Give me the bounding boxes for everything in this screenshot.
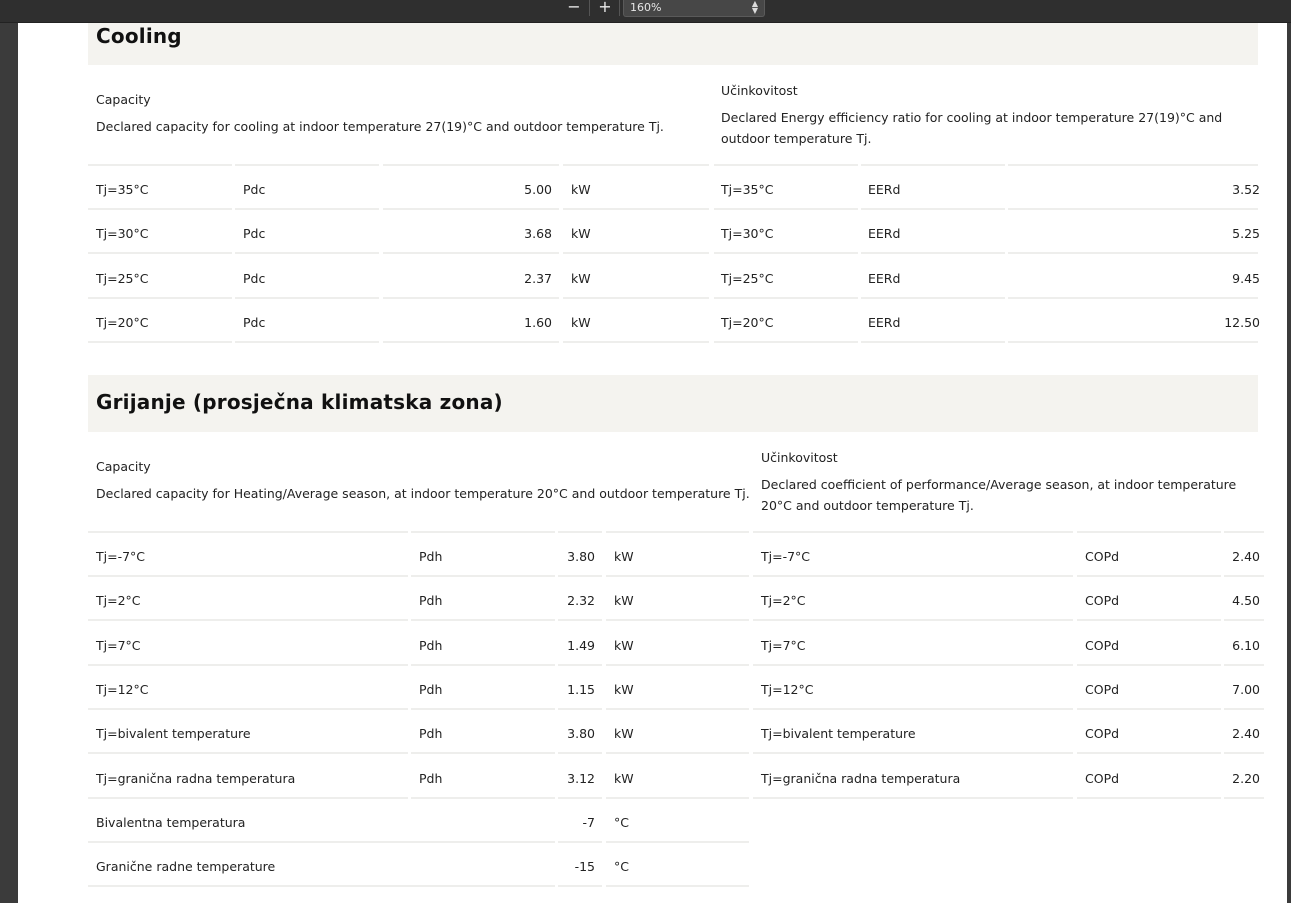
row-divider: [1008, 208, 1258, 210]
row-divider: [1224, 708, 1264, 710]
row-divider: [563, 164, 709, 166]
row-divider: [714, 341, 858, 343]
row-divider: [1224, 664, 1264, 666]
row-param-label-2: COPd: [1085, 770, 1120, 786]
row-unit: kW: [614, 593, 634, 609]
row-divider: [606, 575, 749, 577]
row-divider: [235, 297, 379, 299]
row-unit: kW: [571, 182, 591, 197]
row-tj-label: Tj=20°C: [96, 314, 149, 330]
row-divider: [411, 531, 555, 533]
row-tj-label-2: Tj=bivalent temperature: [761, 726, 916, 742]
row-divider: [1008, 297, 1258, 299]
row-value: 1.49: [567, 637, 595, 653]
row-divider: [1077, 752, 1221, 754]
row-divider: [1008, 164, 1258, 166]
row-divider: [1224, 619, 1264, 621]
row-param-label: Pdh: [419, 770, 443, 786]
row-param-label-2: COPd: [1085, 681, 1120, 697]
heating-capacity-label: Capacity: [96, 459, 151, 474]
row-tj-label-2: Tj=2°C: [761, 593, 806, 609]
row-divider: [563, 208, 709, 210]
row-divider: [753, 531, 1073, 533]
row-divider: [88, 208, 232, 210]
row-unit: kW: [614, 549, 634, 564]
row-tj-label-2: Tj=7°C: [761, 637, 806, 653]
row-unit: kW: [571, 270, 591, 286]
row-value: 5.00: [524, 182, 552, 197]
row-divider: [383, 297, 559, 299]
row-divider: [563, 252, 709, 254]
row-divider: [235, 164, 379, 166]
row-param-label-2: COPd: [1085, 637, 1120, 653]
row-value: 3.68: [524, 226, 552, 242]
row-value-2: 5.25: [1232, 226, 1260, 242]
row-divider: [558, 797, 602, 799]
row-divider: [753, 708, 1073, 710]
row-divider: [861, 208, 1005, 210]
row-divider: [606, 619, 749, 621]
row-divider: [411, 752, 555, 754]
row-divider: [383, 341, 559, 343]
cooling-section-title: Cooling: [96, 24, 182, 48]
row-param-label-2: EERd: [868, 182, 901, 197]
cooling-capacity-label: Capacity: [96, 92, 151, 107]
row-value-2: 7.00: [1232, 681, 1260, 697]
row-value: 3.80: [567, 549, 595, 564]
row-divider: [563, 341, 709, 343]
row-divider: [88, 752, 408, 754]
row-divider: [235, 341, 379, 343]
row-divider: [714, 164, 858, 166]
row-unit: kW: [571, 314, 591, 330]
row-value-2: 6.10: [1232, 637, 1260, 653]
row-divider: [1224, 531, 1264, 533]
row-param-label: Pdc: [243, 314, 266, 330]
row-divider: [558, 575, 602, 577]
row-tj-label: Tj=25°C: [96, 270, 149, 286]
row-tj-label-2: Tj=30°C: [721, 226, 774, 242]
heating-capacity-description: Declared capacity for Heating/Average season, at indoor temperature 20°C and outdoor temperature Tj.: [96, 486, 750, 501]
row-divider: [88, 664, 408, 666]
row-value-2: 2.40: [1232, 726, 1260, 742]
row-tj-label: Tj=2°C: [96, 593, 141, 609]
row-divider: [558, 841, 602, 843]
row-divider: [411, 619, 555, 621]
row-divider: [558, 708, 602, 710]
zoom-out-button[interactable]: −: [567, 0, 581, 16]
row-param-label: Pdh: [419, 726, 443, 742]
row-divider: [1224, 575, 1264, 577]
row-tj-label: Tj=30°C: [96, 226, 149, 242]
row-value: 2.37: [524, 270, 552, 286]
row-divider: [558, 619, 602, 621]
row-divider: [235, 252, 379, 254]
chevron-updown-icon: ▲ ▼: [751, 0, 758, 15]
row-divider: [861, 341, 1005, 343]
row-tj-label-2: Tj=20°C: [721, 314, 774, 330]
heating-section-header: [88, 375, 1258, 432]
cooling-capacity-description: Declared capacity for cooling at indoor temperature 27(19)°C and outdoor temperature Tj.: [96, 119, 664, 134]
row-unit: kW: [614, 637, 634, 653]
row-divider: [88, 531, 408, 533]
heating-efficiency-description: Declared coefficient of performance/Average season, at indoor temperature 20°C and outdoor temperature Tj.: [761, 477, 1237, 513]
row-param-label-2: COPd: [1085, 593, 1120, 609]
row-divider: [753, 664, 1073, 666]
row-divider: [88, 797, 408, 799]
row-divider: [88, 297, 232, 299]
extra-row-label: Bivalentna temperatura: [96, 814, 246, 830]
row-divider: [411, 797, 555, 799]
extra-row-unit: °C: [614, 814, 629, 830]
row-divider: [411, 575, 555, 577]
row-divider: [383, 208, 559, 210]
row-value-2: 2.20: [1232, 770, 1260, 786]
row-divider: [861, 297, 1005, 299]
row-tj-label-2: Tj=25°C: [721, 270, 774, 286]
row-unit: kW: [571, 226, 591, 242]
row-param-label: Pdc: [243, 226, 266, 242]
extra-row-label: Granične radne temperature: [96, 859, 276, 875]
row-tj-label: Tj=bivalent temperature: [96, 726, 251, 742]
row-divider: [1077, 575, 1221, 577]
toolbar-separator: [619, 0, 620, 16]
row-param-label-2: COPd: [1085, 726, 1120, 742]
row-tj-label: Tj=7°C: [96, 637, 141, 653]
row-unit: kW: [614, 681, 634, 697]
row-param-label: Pdc: [243, 270, 266, 286]
zoom-value: 160%: [630, 1, 662, 14]
row-divider: [383, 164, 559, 166]
row-tj-label-2: Tj=12°C: [761, 681, 814, 697]
row-divider: [1077, 531, 1221, 533]
row-divider: [1224, 752, 1264, 754]
row-divider: [383, 252, 559, 254]
row-value-2: 9.45: [1232, 270, 1260, 286]
pdf-toolbar: [0, 0, 1291, 23]
row-divider: [714, 297, 858, 299]
row-divider: [411, 664, 555, 666]
row-divider: [753, 575, 1073, 577]
row-value-2: 3.52: [1232, 182, 1260, 197]
row-value-2: 12.50: [1224, 314, 1260, 330]
row-divider: [606, 752, 749, 754]
row-divider: [1224, 797, 1264, 799]
zoom-select[interactable]: [623, 0, 765, 17]
row-value: 1.15: [567, 681, 595, 697]
row-divider: [606, 531, 749, 533]
row-divider: [1077, 619, 1221, 621]
row-param-label-2: EERd: [868, 226, 901, 242]
row-divider: [88, 708, 408, 710]
extra-row-unit: °C: [614, 859, 629, 875]
row-divider: [714, 252, 858, 254]
zoom-in-button[interactable]: +: [598, 0, 612, 16]
row-value: 1.60: [524, 314, 552, 330]
row-divider: [558, 752, 602, 754]
row-divider: [411, 708, 555, 710]
row-divider: [753, 797, 1073, 799]
row-divider: [235, 208, 379, 210]
row-divider: [861, 252, 1005, 254]
row-divider: [88, 885, 555, 887]
row-divider: [88, 164, 232, 166]
extra-row-value: -7: [582, 814, 595, 830]
row-param-label-2: COPd: [1085, 549, 1120, 564]
row-tj-label-2: Tj=35°C: [721, 182, 774, 197]
row-divider: [606, 664, 749, 666]
heating-efficiency-label: Učinkovitost: [761, 450, 838, 465]
row-divider: [606, 708, 749, 710]
toolbar-separator: [589, 0, 590, 16]
row-unit: kW: [614, 726, 634, 742]
row-divider: [606, 797, 749, 799]
row-value: 3.80: [567, 726, 595, 742]
row-divider: [88, 252, 232, 254]
row-param-label: Pdh: [419, 637, 443, 653]
row-divider: [88, 841, 555, 843]
cooling-efficiency-description: Declared Energy efficiency ratio for cooling at indoor temperature 27(19)°C and outdoor temperature Tj.: [721, 110, 1223, 146]
row-tj-label-2: Tj=-7°C: [761, 549, 811, 564]
row-divider: [558, 664, 602, 666]
row-tj-label: Tj=35°C: [96, 182, 149, 197]
row-param-label: Pdh: [419, 549, 443, 564]
row-divider: [606, 841, 749, 843]
row-tj-label: Tj=granična radna temperatura: [96, 770, 296, 786]
row-divider: [714, 208, 858, 210]
cooling-efficiency-label: Učinkovitost: [721, 83, 798, 98]
row-divider: [606, 885, 749, 887]
row-unit: kW: [614, 770, 634, 786]
row-tj-label: Tj=12°C: [96, 681, 149, 697]
row-divider: [558, 885, 602, 887]
row-divider: [558, 531, 602, 533]
heating-section-title: Grijanje (prosječna klimatska zona): [96, 390, 503, 414]
row-divider: [753, 752, 1073, 754]
row-tj-label-2: Tj=granična radna temperatura: [761, 770, 961, 786]
row-divider: [88, 341, 232, 343]
row-divider: [1008, 341, 1258, 343]
row-param-label: Pdh: [419, 681, 443, 697]
document-page: [18, 23, 1287, 903]
row-param-label-2: EERd: [868, 270, 901, 286]
row-value: 3.12: [567, 770, 595, 786]
row-divider: [88, 575, 408, 577]
row-param-label: Pdh: [419, 593, 443, 609]
row-divider: [861, 164, 1005, 166]
row-value-2: 2.40: [1232, 549, 1260, 564]
row-divider: [1077, 708, 1221, 710]
row-divider: [1077, 664, 1221, 666]
row-param-label-2: EERd: [868, 314, 901, 330]
extra-row-value: -15: [574, 859, 595, 875]
cooling-section-header: [88, 23, 1258, 65]
row-param-label: Pdc: [243, 182, 266, 197]
row-divider: [1077, 797, 1221, 799]
row-divider: [563, 297, 709, 299]
row-divider: [753, 619, 1073, 621]
row-value: 2.32: [567, 593, 595, 609]
row-divider: [88, 619, 408, 621]
row-divider: [1008, 252, 1258, 254]
row-tj-label: Tj=-7°C: [96, 549, 146, 564]
row-value-2: 4.50: [1232, 593, 1260, 609]
